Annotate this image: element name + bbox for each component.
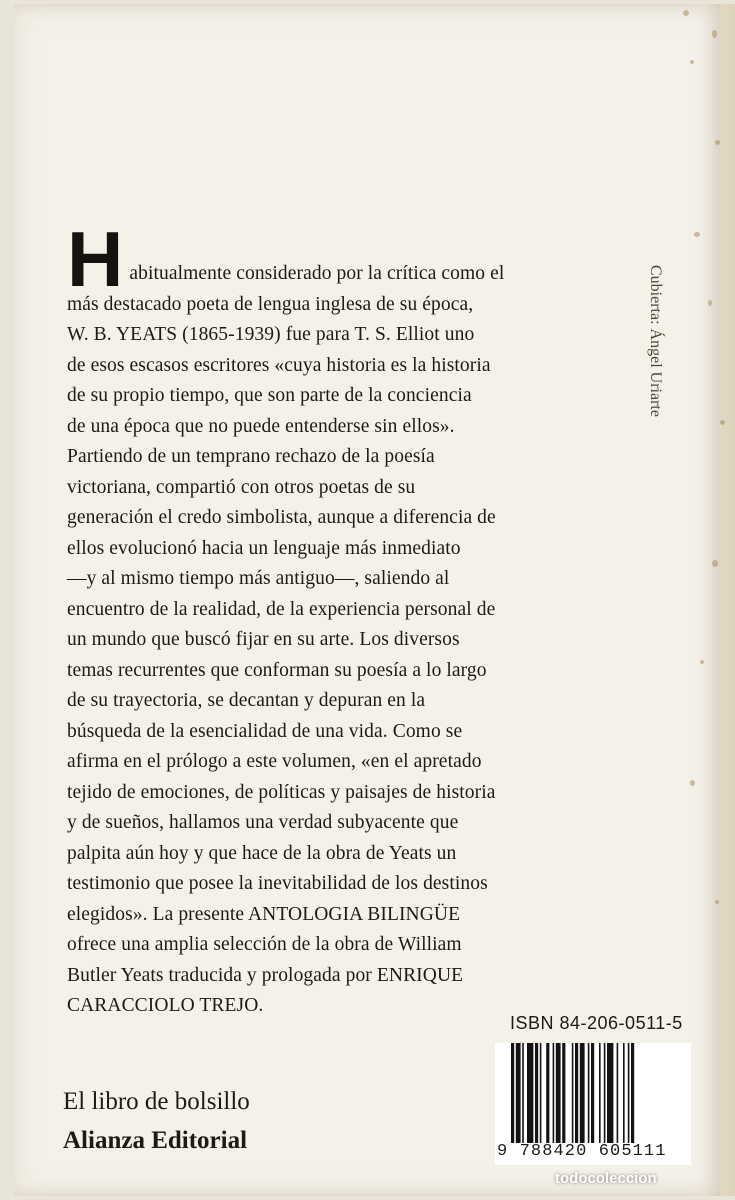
blurb-line: palpita aún hoy y que hace de la obra de Yeats un [67,842,457,864]
foxing-spot [694,232,700,237]
foxing-spot [720,420,725,425]
blurb-line: ofrece una amplia selección de la obra de William [67,934,462,955]
barcode-bar [580,1043,585,1143]
blurb-lines [67,290,607,1022]
cover-credit: Cubierta: Ángel Uriarte [647,265,664,417]
blurb-line: ellos evolucionó hacia un lenguaje más inmediato [67,537,461,559]
blurb-line: Butler Yeats traducida y prologada por ENRIQUE [67,964,464,986]
barcode-bar [553,1043,555,1143]
foxing-spot [715,900,719,904]
barcode-bar [522,1043,524,1143]
blurb-line: —y al mismo tiempo más antiguo—, saliendo al [67,568,450,589]
blurb-line: abitualmente considerado por la crítica como el [129,263,505,284]
barcode-bar [623,1043,625,1143]
blurb-line: afirma en el prólogo a este volumen, «en el apretado [67,751,482,772]
blurb-line: temas recurrentes que conforman su poesía a lo largo [67,659,487,681]
foxing-spot [683,10,689,16]
blurb-line: testimonio que posee la inevitabilidad de los destinos [67,873,488,894]
barcode-bar [516,1043,521,1143]
barcode-bar [535,1043,538,1143]
barcode-bar [588,1043,590,1143]
barcode-bar [562,1043,565,1143]
barcode-bar [572,1043,574,1143]
barcode-bar [527,1043,533,1143]
blurb-line: búsqueda de la esencialidad de una vida. Como se [67,720,463,742]
barcode-bar [604,1043,606,1143]
barcode-bar [591,1043,594,1143]
publisher-name: Alianza Editorial [63,1127,248,1154]
foxing-spot [690,60,694,64]
blurb-line: victoriana, compartió con otros poetas de su [67,476,416,498]
barcode-bar [628,1043,630,1143]
barcode-bar [546,1043,549,1143]
barcode [495,1043,691,1165]
barcode-bar [617,1043,619,1143]
blurb-line: un mundo que buscó fijar en su arte. Los diversos [67,629,460,650]
foxing-spot [712,30,717,38]
barcode-bars [509,1043,683,1143]
barcode-bar [599,1043,601,1143]
blurb-line: encuentro de la realidad, de la experiencia personal de [67,598,496,620]
blurb-line: de esos escasos escritores «cuya historia es la historia [67,354,491,376]
foxing-spot [712,560,718,567]
foxing-spot [708,300,712,306]
barcode-bar [556,1043,561,1143]
barcode-bar [511,1043,514,1143]
series-name: El libro de bolsillo [63,1088,250,1115]
foxing-spot [700,660,704,664]
blurb-line: W. B. YEATS (1865-1939) fue para T. S. Elliot uno [67,324,475,345]
barcode-bar [607,1043,613,1143]
blurb-line: CARACCIOLO TREJO. [67,995,264,1016]
watermark: todocoleccion [555,1170,657,1187]
blurb-line: más destacado poeta de lengua inglesa de su época, [67,293,474,315]
blurb-line: de su propio tiempo, que son parte de la conciencia [67,385,472,406]
blurb-line: y de sueños, hallamos una verdad subyacente que [67,812,459,833]
blurb-line: de su trayectoria, se decantan y depuran en la [67,690,426,711]
drop-cap: H [67,215,124,303]
blurb-line: elegidos». La presente ANTOLOGIA BILINGÜE [67,903,461,925]
blurb-line: tejido de emociones, de políticas y paisajes de historia [67,781,496,803]
barcode-bar [575,1043,578,1143]
barcode-bar [631,1043,634,1143]
barcode-digits: 9 788420 605111 [497,1142,667,1161]
foxing-spot [690,780,695,786]
blurb-line: de una época que no puede entenderse sin ellos». [67,415,455,437]
foxing-spot [715,140,720,145]
blurb-line: generación el credo simbolista, aunque a diferencia de [67,507,496,528]
isbn-label: ISBN 84-206-0511-5 [510,1013,683,1033]
blurb-line: Partiendo de un temprano rechazo de la poesía [67,446,435,467]
barcode-bar [540,1043,542,1143]
blurb-text [67,215,607,1022]
